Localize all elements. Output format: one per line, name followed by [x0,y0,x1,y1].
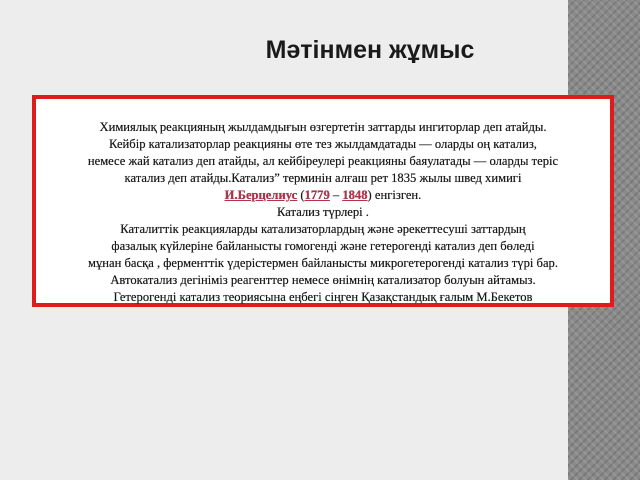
text-line-6: Катализ түрлері . [277,205,369,219]
text-line-3: немесе жай катализ деп атайды, ал кейбіреулері реакцияны баяулатады — оларды теріс [87,154,559,168]
text-line-11: Гетерогенді катализ теориясына еңбегі сіңген Қазақстандық ғалым М.Бекетов [113,290,533,304]
paren-open: ( [297,188,305,202]
year-dash: – [329,188,343,202]
text-line-4: катализ деп атайды.Катализ” терминін алғаш рет 1835 жылы швед химигі [124,171,522,185]
text-line-2: Кейбір катализаторлар реакцияны өте тез жылдамдатады — оларды оң катализ, [109,137,537,151]
slide-title: Мәтінмен жұмыс [265,36,475,64]
text-line-9: мұнан басқа , ферменттік үдерістермен байланысты микрогетерогенді катализ түрі бар. [88,256,558,270]
text-line-7: Каталиттік реакцияларды катализаторлардың және әрекеттесуші заттардың [120,222,526,236]
paren-close: ) [367,188,372,202]
text-line-1: Химиялық реакцияның жылдамдығын өзгертетін заттарды ингиторлар деп атайды. [99,120,547,134]
year-1779-link[interactable]: 1779 [304,188,330,202]
text-line-8: фазалық күйлеріне байланысты гомогенді және гетерогенді катализ деп бөледі [111,239,535,253]
berzelius-link[interactable]: И.Берцелиус [224,188,298,202]
year-1848-link[interactable]: 1848 [342,188,368,202]
author-line-tail: енгізген. [371,188,422,202]
text-line-10: Автокатализ дегініміз реагенттер немесе өнімнің катализатор болуын айтамыз. [110,273,536,287]
body-text [42,119,604,306]
text-frame [32,95,614,307]
author-line [42,187,604,204]
